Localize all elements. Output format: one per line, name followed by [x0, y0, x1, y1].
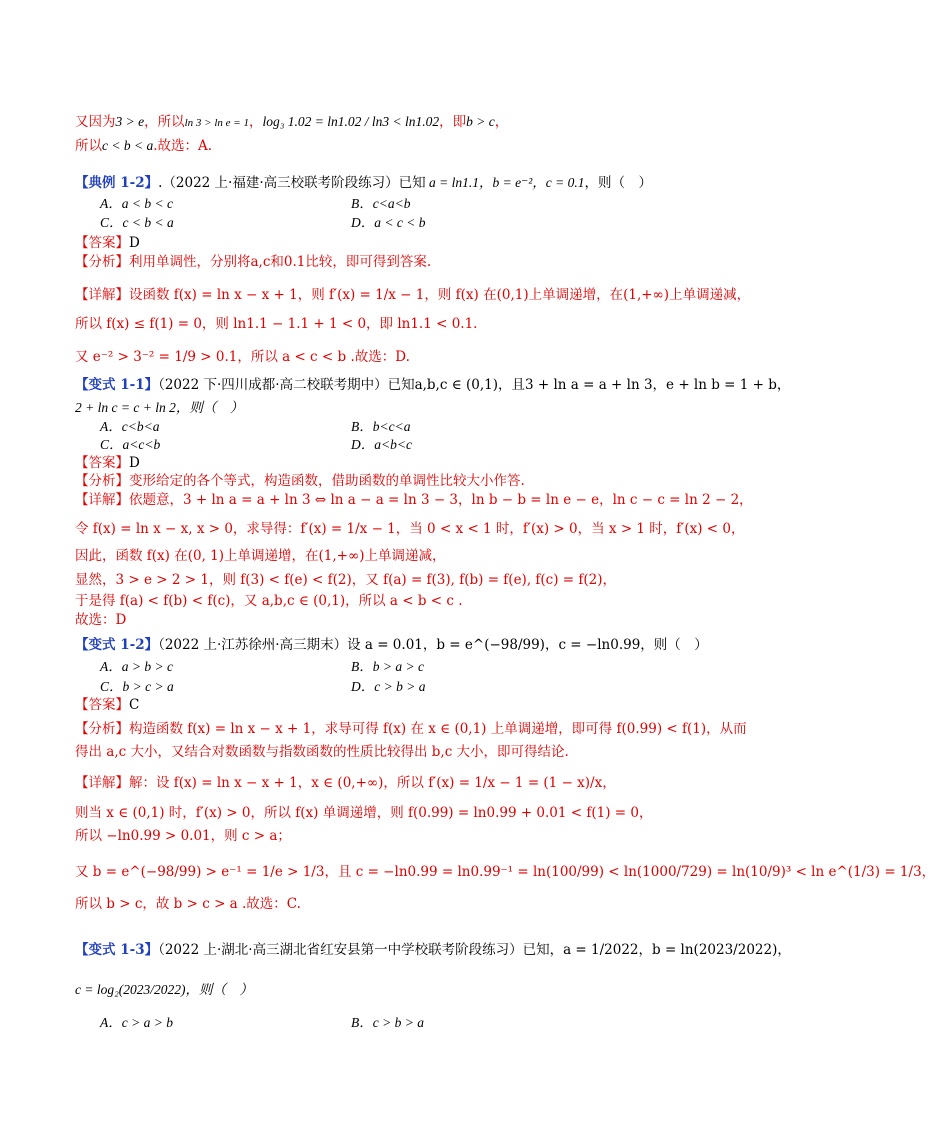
v12-detail-4: 又 b = e^(−98/99) > e⁻¹ = 1/e > 1/3，且 c = −ln0.99 = ln0.99⁻¹ = ln(100/99) < ln(1000/729) = ln(10/9)³ < ln e^(1/3) = 1/3， [75, 864, 935, 880]
v11-detail-3: 因此，函数 f(x) 在(0, 1)上单调递增，在(1,+∞)上单调递减， [75, 548, 446, 564]
variant-1-2-question: 【变式 1-2】（2022 上·江苏徐州·高三期末）设 a = 0.01，b = e^(−98/99)，c = −ln0.99，则（ ） [75, 637, 708, 653]
v11-detail-5: 于是得 f(a) < f(b) < f(c)，又 a,b,c ∈ (0,1)，所以 a < b < c . [75, 593, 463, 609]
variant-1-1-question-cont: 2 + ln c = c + ln 2，则（ ） [75, 400, 244, 415]
v11-option-a[interactable]: A．c<b<a [100, 419, 160, 434]
ex12-detail-3: 又 e⁻² > 3⁻² = 1/9 > 0.1，所以 a < c < b .故选：D. [75, 349, 410, 365]
v11-detail-4: 显然，3 > e > 2 > 1，则 f(3) < f(e) < f(2)，又 f(a) = f(3), f(b) = f(e), f(c) = f(2)， [75, 572, 617, 588]
v12-option-d[interactable]: D．c > b > a [351, 679, 426, 694]
ex12-option-a[interactable]: A．a < b < c [100, 196, 173, 211]
ex12-detail-2: 所以 f(x) ≤ f(1) = 0，则 ln1.1 − 1.1 + 1 < 0，即 ln1.1 < 0.1. [75, 316, 478, 332]
v11-option-d[interactable]: D．a<b<c [351, 437, 412, 452]
v12-option-c[interactable]: C．b > c > a [100, 679, 174, 694]
intro-line-2: 所以c < b < a.故选：A. [75, 138, 213, 154]
v11-option-c[interactable]: C．a<c<b [100, 437, 161, 452]
example-1-2-question: 【典例 1-2】.（2022 上·福建·高三校联考阶段练习）已知 a = ln1.1，b = e⁻²，c = 0.1，则（ ） [75, 175, 652, 191]
ex12-option-c[interactable]: C．c < b < a [100, 215, 174, 230]
variant-1-1-question: 【变式 1-1】（2022 下·四川成都·高二校联考期中）已知a,b,c ∈ (0,1)，且3 + ln a = a + ln 3，e + ln b = 1 + b， [75, 377, 791, 393]
v12-detail-2: 则当 x ∈ (0,1) 时，f′(x) > 0，所以 f(x) 单调递增，则 f(0.99) = ln0.99 + 0.01 < f(1) = 0， [75, 805, 653, 821]
v11-detail-2: 令 f(x) = ln x − x, x > 0，求导得：f′(x) = 1/x − 1，当 0 < x < 1 时，f′(x) > 0，当 x > 1 时，f′(x) < 0， [75, 521, 745, 537]
ex12-answer: 【答案】D [75, 235, 140, 251]
variant-1-3-question: 【变式 1-3】（2022 上·湖北·高三湖北省红安县第一中学校联考阶段练习）已知，a = 1/2022，b = ln(2023/2022)， [75, 942, 791, 958]
ex12-analysis: 【分析】利用单调性，分别将a,c和0.1比较，即可得到答案. [75, 254, 432, 270]
v11-detail-6: 故选：D [75, 612, 127, 628]
v12-option-a[interactable]: A．a > b > c [100, 659, 173, 674]
variant-1-3-question-cont: c = log₂(2023/2022)，则（ ） [75, 982, 254, 997]
v11-detail-1: 【详解】依题意，3 + ln a = a + ln 3 ⇔ ln a − a = ln 3 − 3，ln b − b = ln e − e，ln c − c = ln 2 − 2， [75, 492, 753, 508]
v12-answer: 【答案】C [75, 697, 140, 713]
ex12-option-d[interactable]: D．a < c < b [351, 215, 426, 230]
v11-option-b[interactable]: B．b<c<a [351, 419, 411, 434]
v13-option-a[interactable]: A．c > a > b [100, 1015, 173, 1030]
ex12-option-b[interactable]: B．c<a<b [351, 196, 411, 211]
v11-analysis: 【分析】变形给定的各个等式，构造函数，借助函数的单调性比较大小作答. [75, 473, 525, 489]
v13-option-b[interactable]: B．c > b > a [351, 1015, 424, 1030]
v12-detail-3: 所以 −ln0.99 > 0.01，则 c > a； [75, 828, 291, 844]
v12-analysis-2: 得出 a,c 大小，又结合对数函数与指数函数的性质比较得出 b,c 大小，即可得结论. [75, 744, 569, 760]
v12-detail-5: 所以 b > c，故 b > c > a .故选：C. [75, 896, 301, 912]
intro-line-1: 又因为3 > e，所以ln 3 > ln e = 1，log₃ 1.02 = ln1.02 / ln3 < ln1.02，即b > c， [75, 114, 509, 130]
v11-answer: 【答案】D [75, 455, 140, 471]
v12-analysis-1: 【分析】构造函数 f(x) = ln x − x + 1，求导可得 f(x) 在 x ∈ (0,1) 上单调递增，即可得 f(0.99) < f(1)，从而 [75, 721, 747, 737]
v12-detail-1: 【详解】解：设 f(x) = ln x − x + 1，x ∈ (0,+∞)，所以 f′(x) = 1/x − 1 = (1 − x)/x， [75, 775, 616, 791]
v12-option-b[interactable]: B．b > a > c [351, 659, 424, 674]
ex12-detail-1: 【详解】设函数 f(x) = ln x − x + 1，则 f′(x) = 1/x − 1，则 f(x) 在(0,1)上单调递增，在(1,+∞)上单调递减， [75, 287, 751, 303]
